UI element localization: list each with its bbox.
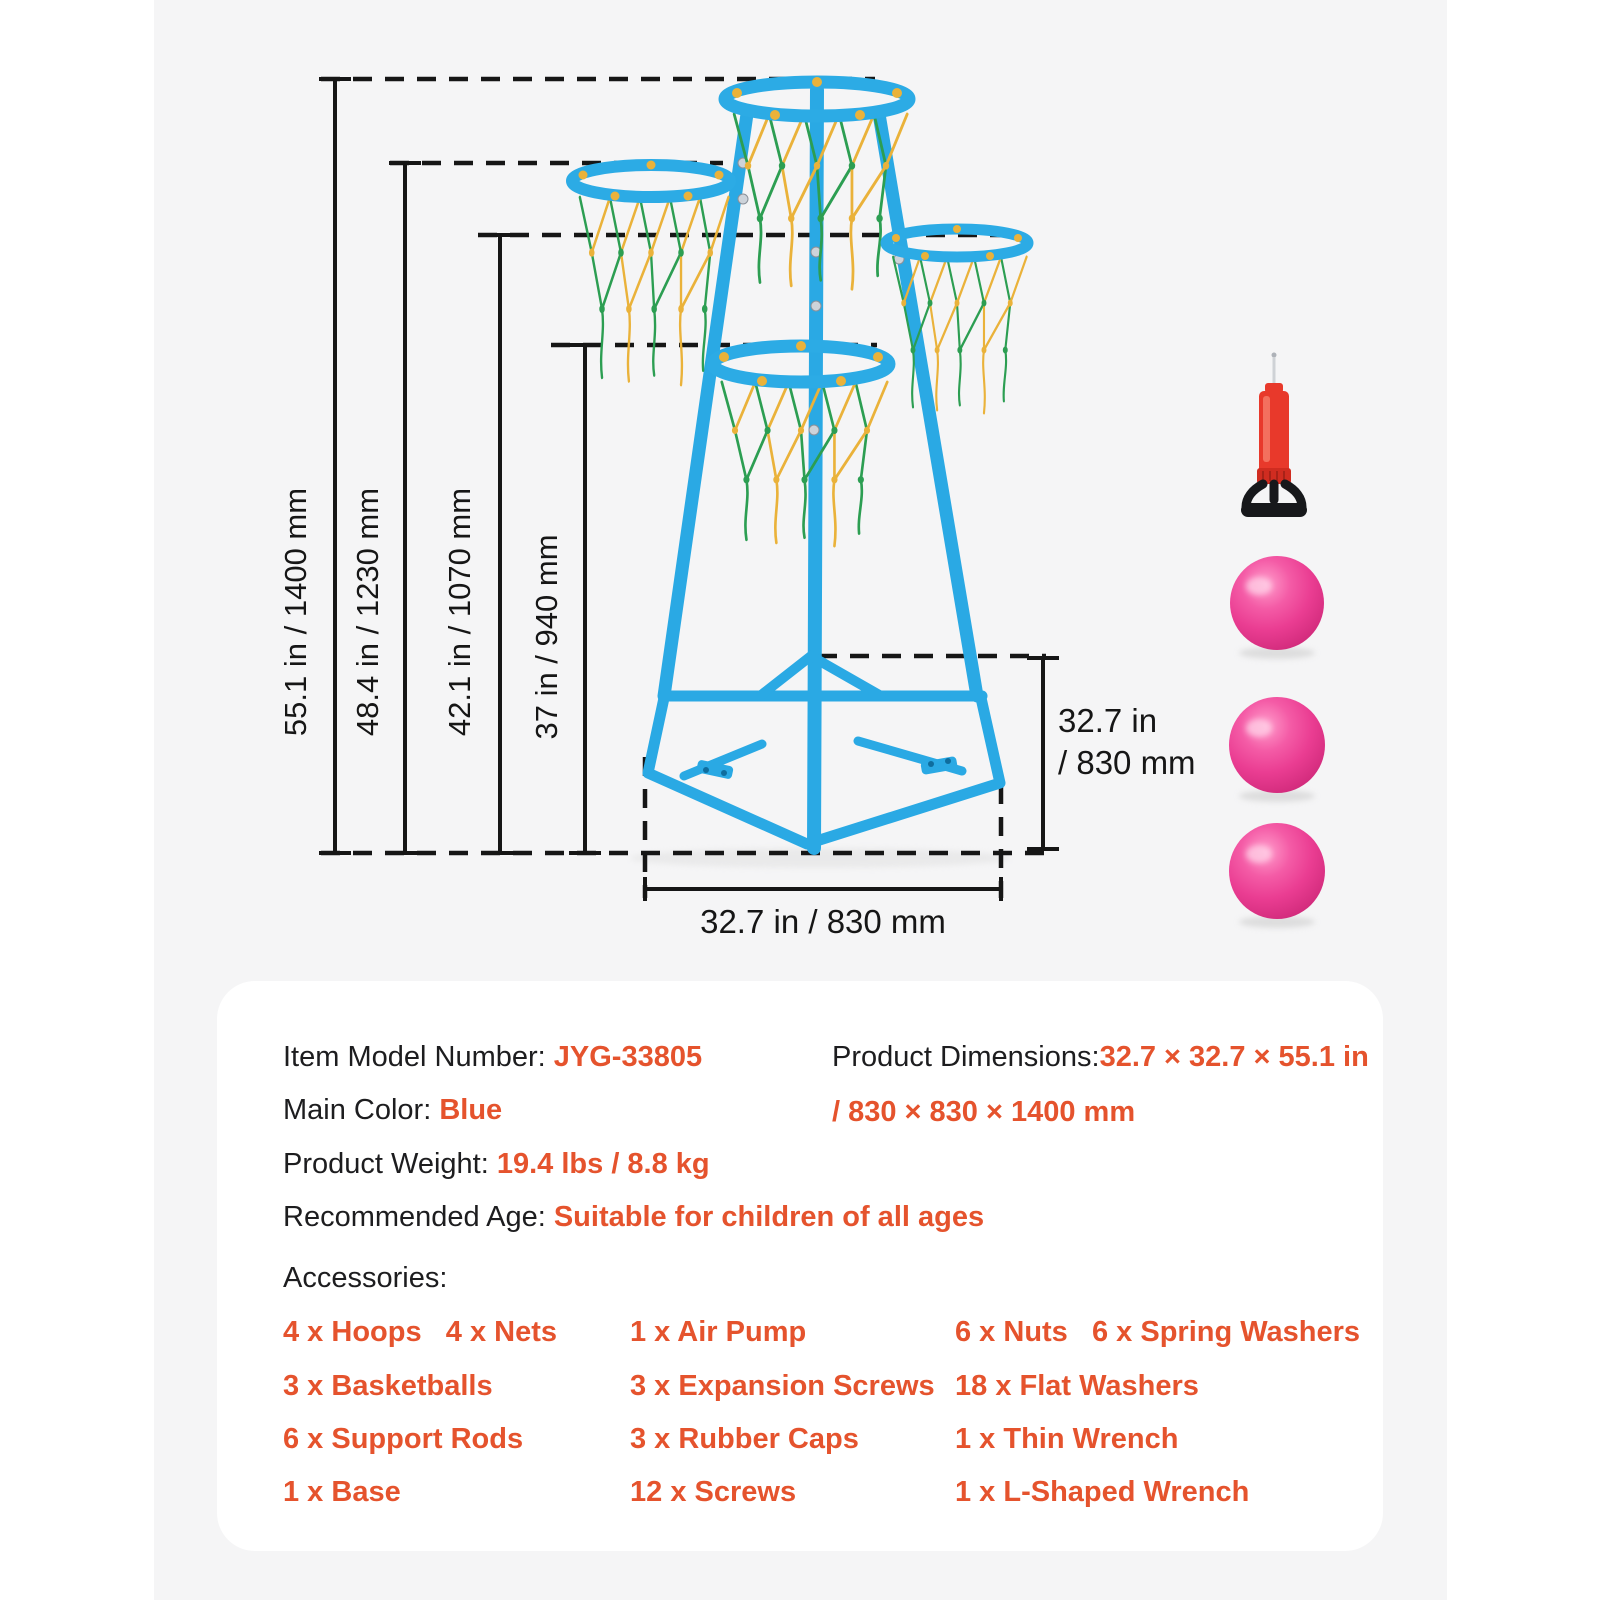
accessory-base: 1 x Base	[283, 1476, 401, 1508]
accessory-thin-wrench: 1 x Thin Wrench	[955, 1423, 1179, 1455]
accessory-rubber-caps: 3 x Rubber Caps	[630, 1423, 859, 1455]
width-dimension-label: 32.7 in / 830 mm	[700, 903, 946, 940]
accessory-air-pump: 1 x Air Pump	[630, 1316, 807, 1348]
hoop-nets	[580, 114, 1027, 546]
spec-item-model	[283, 1041, 702, 1074]
spec-age-label: Recommended Age:	[283, 1201, 554, 1233]
depth-dimension-line1: 32.7 in	[1058, 702, 1158, 739]
spec-item-model-value: JYG-33805	[553, 1041, 703, 1073]
spec-main-color	[283, 1094, 502, 1127]
accessory-support-rods: 6 x Support Rods	[283, 1423, 524, 1455]
spec-dimensions-value-line2: / 830 × 830 × 1400 mm	[832, 1096, 1136, 1128]
spec-weight	[283, 1148, 710, 1181]
basketballs-graphic	[1229, 556, 1325, 928]
spec-dimensions	[832, 1041, 1369, 1074]
height-label-42in: 42.1 in / 1070 mm	[442, 487, 477, 737]
accessory-screws: 12 x Screws	[630, 1476, 797, 1508]
spec-age	[283, 1201, 984, 1234]
depth-dimension-line2: / 830 mm	[1058, 744, 1196, 781]
spec-dimensions-line2	[832, 1096, 1135, 1129]
height-label-37in: 37 in / 940 mm	[529, 534, 564, 740]
accessory-flat-washers: 18 x Flat Washers	[955, 1370, 1199, 1402]
spec-main-color-label: Main Color:	[283, 1094, 440, 1126]
air-pump-graphic	[1241, 353, 1307, 518]
accessory-basketballs: 3 x Basketballs	[283, 1370, 493, 1402]
spec-dimensions-label: Product Dimensions:	[832, 1041, 1100, 1073]
accessory-hoops-nets: 4 x Hoops 4 x Nets	[283, 1316, 557, 1348]
spec-age-value: Suitable for children of all ages	[553, 1201, 985, 1233]
spec-dimensions-value-line1: 32.7 × 32.7 × 55.1 in	[1099, 1041, 1369, 1073]
height-label-55in: 55.1 in / 1400 mm	[278, 487, 313, 737]
spec-weight-label: Product Weight:	[283, 1148, 497, 1180]
depth-dimension-label	[1058, 700, 1196, 784]
spec-main-color-value: Blue	[439, 1094, 503, 1126]
spec-item-model-label: Item Model Number:	[283, 1041, 554, 1073]
accessory-nuts-spring-washers: 6 x Nuts 6 x Spring Washers	[955, 1316, 1361, 1348]
accessory-l-shaped-wrench: 1 x L-Shaped Wrench	[955, 1476, 1250, 1508]
accessories-heading: Accessories:	[283, 1262, 448, 1294]
height-label-48in: 48.4 in / 1230 mm	[350, 487, 385, 737]
accessory-expansion-screws: 3 x Expansion Screws	[630, 1370, 935, 1402]
spec-weight-value: 19.4 lbs / 8.8 kg	[496, 1148, 710, 1180]
